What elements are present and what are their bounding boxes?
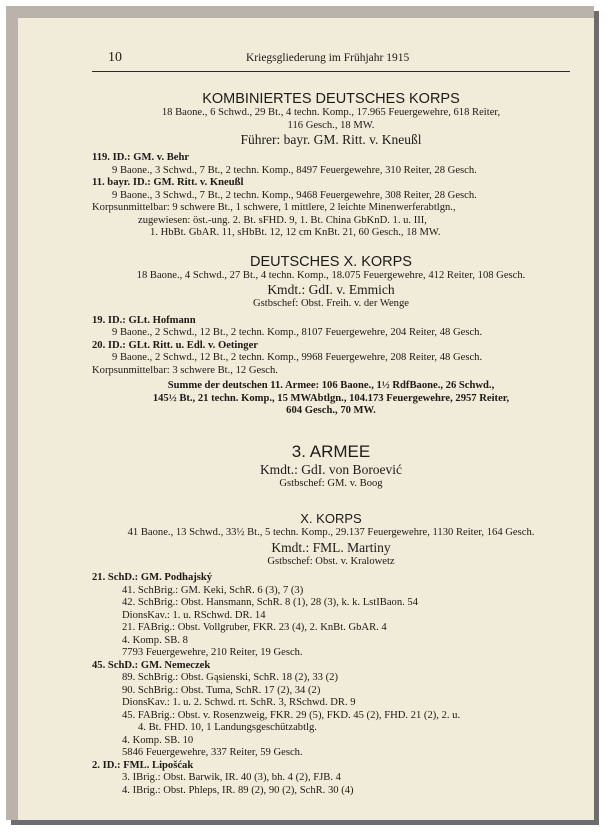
corps-troops: Korpsunmittelbar: 9 schwere Bt., 1 schwere, 1 mittlere, 2 leichte Minenwerferabtlgn., [92, 202, 456, 213]
corps-commander: Kmdt.: GdI. v. Emmich [267, 282, 395, 297]
book-page [18, 18, 594, 820]
division-heading: 19. ID.: GLt. Hofmann [92, 314, 196, 326]
division-heading: 21. SchD.: GM. Podhajský [92, 572, 213, 583]
army-total-cont: 604 Gesch., 70 MW. [286, 405, 376, 416]
corps-troops-cont: 1. HbBt. GbAR. 11, sHbBt. 12, 12 cm KnBt. 21, 60 Gesch., 18 MW. [150, 227, 441, 238]
unit-line: 89. SchBrig.: Obst. Gąsienski, SchR. 18 (2), 33 (2) [122, 672, 338, 683]
unit-line: DionsKav.: 1. u. 2. Schwd. rt. SchR. 3, RSchwd. DR. 9 [122, 697, 356, 708]
chief-of-staff: Gstbschef: Obst. v. Kralowetz [267, 555, 395, 567]
division-heading: 119. ID.: GM. v. Behr [92, 152, 190, 163]
army-title: 3. ARMEE [291, 441, 371, 461]
section-title-deutsches-x-korps: DEUTSCHES X. KORPS [250, 253, 412, 270]
corps-strength: 18 Baone., 6 Schwd., 29 Bt., 4 techn. Komp., 17.965 Feuergewehre, 618 Reiter, [161, 107, 501, 118]
division-heading: 2. ID.: FML. Lipošćak [92, 759, 194, 771]
division-strength: 9 Baone., 3 Schwd., 7 Bt., 2 techn. Komp., 8497 Feuergewehre, 310 Reiter, 28 Gesch. [112, 164, 477, 176]
section-title-x-korps: X. KORPS [300, 511, 362, 526]
division-heading: 11. bayr. ID.: GM. Ritt. v. Kneußl [92, 177, 244, 188]
army-total-cont: 145½ Bt., 21 techn. Komp., 15 MWAbtlgn., 104.173 Feuergewehre, 2957 Reiter, [152, 392, 510, 404]
corps-troops: Korpsunmittelbar: 3 schwere Bt., 12 Gesch. [92, 364, 278, 376]
unit-line: 21. FABrig.: Obst. Vollgruber, FKR. 23 (4), 2. KnBt. GbAR. 4 [122, 622, 387, 633]
unit-line: 42. SchBrig.: Obst. Hansmann, SchR. 8 (1), 28 (3), k. k. LstIBaon. 54 [122, 597, 419, 608]
unit-line: 41. SchBrig.: GM. Keki, SchR. 6 (3), 7 (3) [122, 584, 304, 596]
division-strength: 9 Baone., 2 Schwd., 12 Bt., 2 techn. Komp., 9968 Feuergewehre, 208 Reiter, 48 Gesch. [112, 352, 483, 363]
unit-line: 4. Komp. SB. 8 [122, 634, 188, 646]
division-heading: 20. ID.: GLt. Ritt. u. Edl. v. Oetinger [92, 339, 258, 351]
photo-frame [6, 6, 594, 820]
unit-line: 4. IBrig.: Obst. Phleps, IR. 89 (2), 90 (2), SchR. 30 (4) [122, 784, 354, 796]
corps-strength: 41 Baone., 13 Schwd., 33½ Bt., 5 techn. Komp., 29.137 Feuergewehre, 1130 Reiter, 164 Gesch. [127, 527, 535, 538]
army-commander: Kmdt.: GdI. von Boroević [259, 461, 403, 477]
running-head: Kriegsgliederung im Frühjahr 1915 [246, 52, 410, 64]
unit-line-cont: 4. Bt. FHD. 10, 1 Landungsgeschützabtlg. [138, 722, 317, 733]
page-header [92, 49, 570, 72]
page-content [92, 49, 570, 797]
division-strength: 9 Baone., 3 Schwd., 7 Bt., 2 techn. Komp., 9468 Feuergewehre, 308 Reiter, 28 Gesch. [112, 189, 477, 201]
chief-of-staff: Gstbschef: Obst. Freih. v. der Wenge [253, 298, 409, 309]
corps-strength-cont: 116 Gesch., 18 MW. [287, 119, 375, 131]
unit-line: 3. IBrig.: Obst. Barwik, IR. 40 (3), bh. 4 (2), FJB. 4 [122, 772, 341, 783]
unit-line: 5846 Feuergewehre, 337 Reiter, 59 Gesch. [122, 747, 303, 758]
section-title-kombiniertes-korps: KOMBINIERTES DEUTSCHES KORPS [202, 91, 460, 107]
page-number: 10 [108, 50, 122, 65]
corps-commander: Führer: bayr. GM. Ritt. v. Kneußl [240, 132, 422, 147]
corps-commander: Kmdt.: FML. Martiny [271, 539, 391, 555]
unit-line: DionsKav.: 1. u. RSchwd. DR. 14 [122, 609, 266, 621]
division-heading: 45. SchD.: GM. Nemeczek [92, 659, 211, 671]
unit-line: 7793 Feuergewehre, 210 Reiter, 19 Gesch. [122, 647, 303, 658]
army-total: Summe der deutschen 11. Armee: 106 Baone., 1½ RdfBaone., 26 Schwd., [167, 380, 495, 391]
unit-line: 45. FABrig.: Obst. v. Rosenzweig, FKR. 29 (5), FKD. 45 (2), FHD. 21 (2), 2. u. [122, 709, 461, 721]
division-strength: 9 Baone., 2 Schwd., 12 Bt., 2 techn. Komp., 8107 Feuergewehre, 204 Reiter, 48 Gesch. [112, 327, 483, 338]
unit-line: 4. Komp. SB. 10 [122, 734, 194, 746]
corps-troops-cont: zugewiesen: öst.-ung. 2. Bt. sFHD. 9, 1. Bt. China GbKnD. 1. u. III, [138, 214, 427, 226]
chief-of-staff: Gstbschef: GM. v. Boog [279, 477, 383, 489]
corps-strength: 18 Baone., 4 Schwd., 27 Bt., 4 techn. Komp., 18.075 Feuergewehre, 412 Reiter, 108 Gesch. [136, 269, 526, 281]
unit-line: 90. SchBrig.: Obst. Tuma, SchR. 17 (2), 34 (2) [122, 684, 321, 696]
